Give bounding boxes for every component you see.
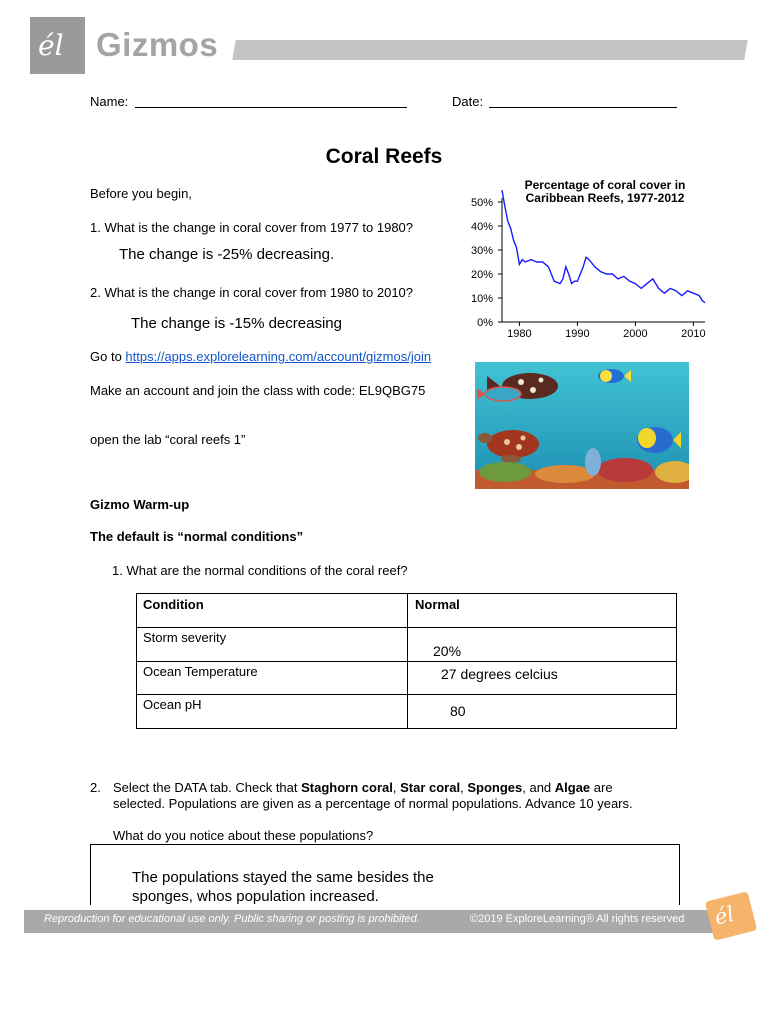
table-cell-condition: Storm severity	[143, 630, 227, 645]
warmup-question-2	[113, 780, 613, 795]
answer-2: The change is -15% decreasing	[131, 315, 342, 332]
question-2: 2. What is the change in coral cover from 1980 to 2010?	[90, 285, 414, 300]
q2-text-1: Select the DATA tab. Check that	[113, 780, 302, 795]
y-tick-label: 10%	[470, 293, 493, 305]
chart-ticks	[471, 197, 706, 340]
brand-name: Gizmos	[96, 26, 219, 63]
footer-logo-text: él	[712, 901, 737, 930]
logo-text: él	[38, 29, 64, 62]
warmup-question-1: 1. What are the normal conditions of the coral reef?	[112, 563, 408, 578]
warmup-question-2-number: 2.	[90, 780, 101, 795]
account-instruction: Make an account and join the class with code: EL9QBG75	[90, 383, 426, 398]
default-heading: The default is “normal conditions”	[90, 529, 304, 544]
q2-bold-sponges: Sponges	[467, 780, 523, 795]
x-tick-label: 2010	[681, 328, 706, 340]
chart-series-line	[502, 190, 705, 303]
notice-answer	[132, 868, 434, 906]
footer-copyright: ©2019 ExploreLearning® All rights reserved	[470, 913, 685, 925]
notice-answer-line-2: sponges, whos population increased.	[132, 888, 379, 905]
x-tick-label: 2000	[623, 328, 648, 340]
y-tick-label: 20%	[470, 269, 493, 281]
table-row	[137, 695, 677, 729]
y-tick-label: 40%	[470, 221, 493, 233]
y-tick-label: 30%	[470, 245, 493, 257]
table-header-row	[137, 594, 677, 628]
q2-bold-star: Star coral	[400, 780, 461, 795]
q2-text-5: are	[590, 780, 613, 795]
table-row	[137, 662, 677, 695]
q2-bold-algae: Algae	[554, 780, 591, 795]
name-field[interactable]	[135, 107, 407, 108]
answer-1: The change is -25% decreasing.	[119, 246, 335, 263]
table-row	[137, 628, 677, 662]
coral-cover-chart	[460, 190, 720, 350]
x-tick-label: 1980	[507, 328, 532, 340]
header-bar	[232, 40, 748, 60]
goto-prefix: Go to	[90, 349, 126, 364]
coral-reef-image	[475, 362, 689, 489]
name-label: Name:	[90, 94, 129, 109]
page-title: Coral Reefs	[325, 145, 443, 168]
q2-bold-staghorn: Staghorn coral	[301, 780, 393, 795]
explorelearning-logo	[30, 17, 85, 74]
x-tick-label: 1990	[565, 328, 590, 340]
q2-text-2: ,	[392, 780, 401, 795]
table-header-condition: Condition	[143, 597, 204, 612]
table-cell-condition: Ocean pH	[143, 697, 202, 712]
intro-text: Before you begin,	[90, 186, 192, 201]
question-1: 1. What is the change in coral cover from 1977 to 1980?	[90, 220, 414, 235]
y-tick-label: 50%	[470, 197, 493, 209]
notice-question: What do you notice about these populations?	[113, 828, 374, 843]
warmup-heading: Gizmo Warm-up	[90, 497, 190, 512]
chart-title: Percentage of coral cover in Caribbean Reefs, 1977-2012	[524, 178, 686, 205]
notice-answer-line-1: The populations stayed the same besides the	[132, 869, 434, 886]
footer-logo	[705, 891, 757, 940]
y-tick-label: 0%	[477, 317, 493, 329]
table-cell-normal[interactable]: 80	[450, 703, 466, 719]
footer-disclaimer: Reproduction for educational use only. Public sharing or posting is prohibited.	[44, 913, 420, 925]
goto-line	[90, 349, 431, 364]
q2-text-3: ,	[460, 780, 468, 795]
table-cell-normal[interactable]: 27 degrees celcius	[441, 666, 558, 682]
table-cell-normal[interactable]: 20%	[433, 643, 462, 659]
date-label: Date:	[452, 94, 484, 109]
table-cell-condition: Ocean Temperature	[143, 664, 258, 679]
conditions-table	[136, 593, 677, 729]
lab-instruction: open the lab “coral reefs 1”	[90, 432, 246, 447]
table-header-normal: Normal	[415, 597, 460, 612]
warmup-question-2-line2: selected. Populations are given as a percentage of normal populations. Advance 10 years.	[113, 796, 633, 811]
date-field[interactable]	[489, 107, 677, 108]
join-link[interactable]: https://apps.explorelearning.com/account/gizmos/join	[125, 349, 432, 364]
q2-text-4: , and	[522, 780, 555, 795]
